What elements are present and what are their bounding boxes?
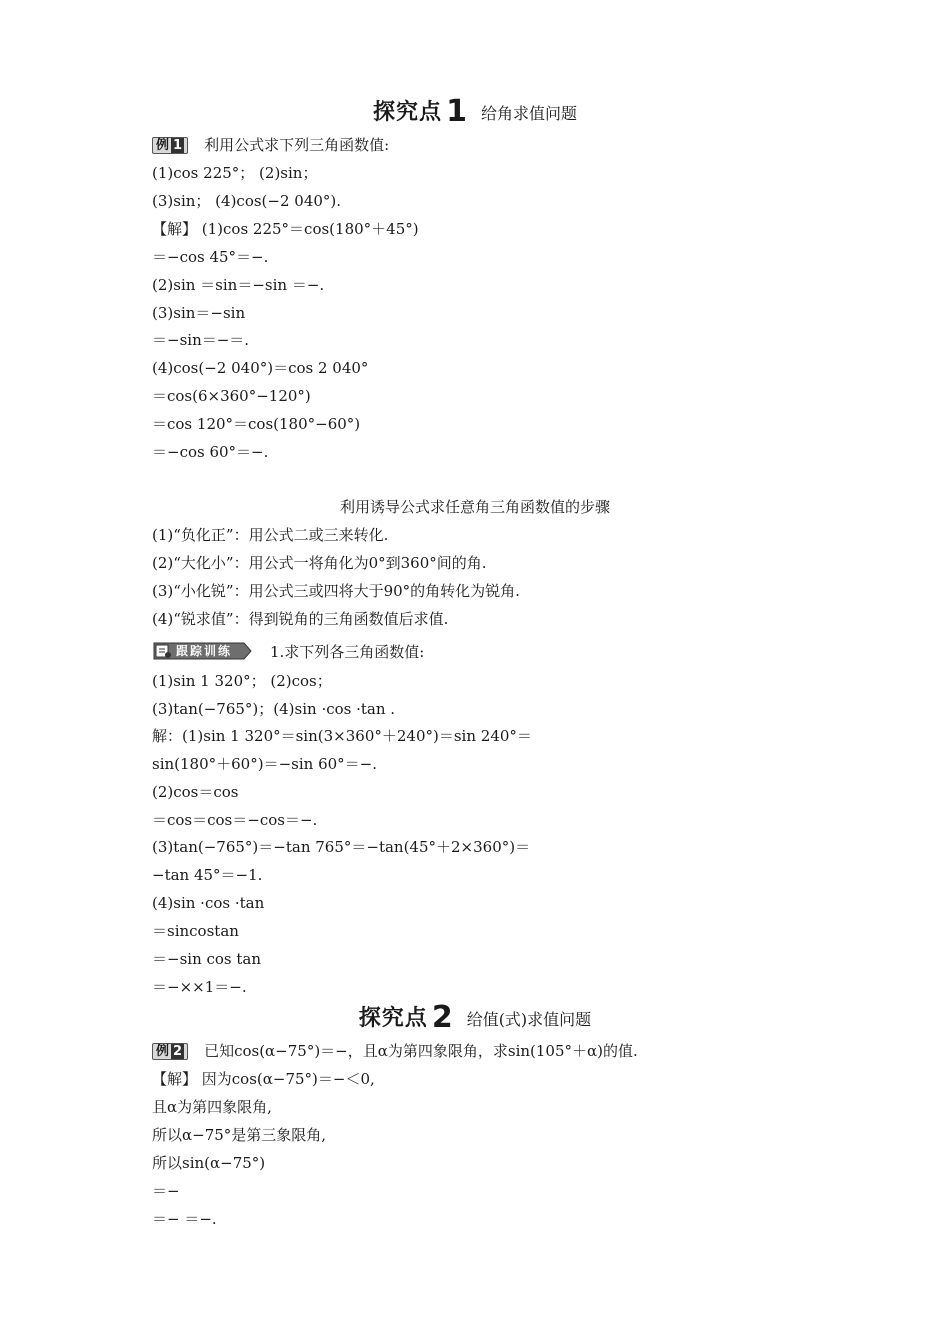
solution-line: 所以sin(α−75°) — [152, 1154, 266, 1172]
solution-line: ＝−cos 45°＝−. — [152, 248, 269, 266]
section-number: 2 — [431, 1000, 453, 1035]
example-badge: 例 1 — [152, 137, 188, 154]
solution-line: ＝−sin＝−＝. — [152, 331, 250, 349]
practice-line: 解：(1)sin 1 320°＝sin(3×360°＋240°)＝sin 240°＝ — [152, 727, 532, 745]
practice-line: (4)sin ·cos ·tan — [152, 894, 265, 912]
method-title: 利用诱导公式求任意角三角函数值的步骤 — [339, 498, 610, 516]
section-heading-2 — [0, 1000, 950, 1035]
solution-line: ＝cos(6×360°−120°) — [152, 387, 311, 405]
section-subtitle: 给角求值问题 — [480, 104, 577, 123]
solution-line: ＝− — [152, 1182, 180, 1200]
section-heading-1 — [0, 94, 950, 129]
practice-line: ＝−sin cos tan — [152, 950, 262, 968]
solution-line: (1)cos 225°； (2)sin； — [152, 164, 318, 182]
example-badge: 例 2 — [152, 1043, 188, 1060]
practice-question-text: 1.求下列各三角函数值: — [270, 643, 425, 661]
practice-line: (1)sin 1 320°； (2)cos； — [152, 672, 332, 690]
practice-line: (2)cos＝cos — [152, 783, 239, 801]
solution-line: 【解】 (1)cos 225°＝cos(180°＋45°) — [152, 220, 419, 238]
method-step: (1)“负化正”：用公式二或三来转化. — [152, 526, 389, 544]
section-label: 探究点 — [373, 100, 443, 125]
method-step: (4)“锐求值”：得到锐角的三角函数值后求值. — [152, 610, 449, 628]
practice-label: 跟踪训练 — [176, 644, 233, 658]
solution-line: ＝−cos 60°＝−. — [152, 443, 269, 461]
solution-line: (4)cos(−2 040°)＝cos 2 040° — [152, 359, 369, 377]
practice-banner — [152, 642, 252, 660]
solution-line: 【解】 因为cos(α−75°)＝−＜0, — [152, 1070, 375, 1088]
section-number: 1 — [446, 94, 467, 129]
example-question-text: 已知cos(α−75°)＝−，且α为第四象限角，求sin(105°＋α)的值. — [204, 1042, 638, 1060]
solution-line: ＝− ＝−. — [152, 1210, 217, 1228]
practice-question — [152, 642, 424, 662]
example-2-question — [152, 1041, 638, 1061]
example-1-question — [152, 135, 389, 155]
practice-line: ＝−××1＝−. — [152, 978, 247, 996]
method-step: (2)“大化小”：用公式一将角化为0°到360°间的角. — [152, 554, 487, 572]
section-label: 探究点 — [358, 1006, 428, 1031]
solution-line: (3)sin； (4)cos(−2 040°). — [152, 192, 342, 210]
practice-line: ＝cos＝cos＝−cos＝−. — [152, 811, 318, 829]
solution-line: (2)sin ＝sin＝−sin ＝−. — [152, 276, 325, 294]
practice-line: (3)tan(−765°)＝−tan 765°＝−tan(45°＋2×360°)＝ — [152, 838, 531, 856]
practice-line: (3)tan(−765°)；(4)sin ·cos ·tan . — [152, 700, 396, 718]
section-subtitle: 给值(式)求值问题 — [466, 1010, 592, 1029]
solution-line: ＝cos 120°＝cos(180°−60°) — [152, 415, 361, 433]
solution-line: 所以α−75°是第三象限角, — [152, 1126, 327, 1144]
solution-line: 且α为第四象限角, — [152, 1098, 272, 1116]
practice-line: ＝sincostan — [152, 922, 239, 940]
example-question-text: 利用公式求下列三角函数值: — [204, 136, 390, 154]
solution-line: (3)sin＝−sin — [152, 304, 246, 322]
method-step: (3)“小化锐”：用公式三或四将大于90°的角转化为锐角. — [152, 582, 520, 600]
practice-line: −tan 45°＝−1. — [152, 866, 263, 884]
practice-line: sin(180°＋60°)＝−sin 60°＝−. — [152, 755, 377, 773]
